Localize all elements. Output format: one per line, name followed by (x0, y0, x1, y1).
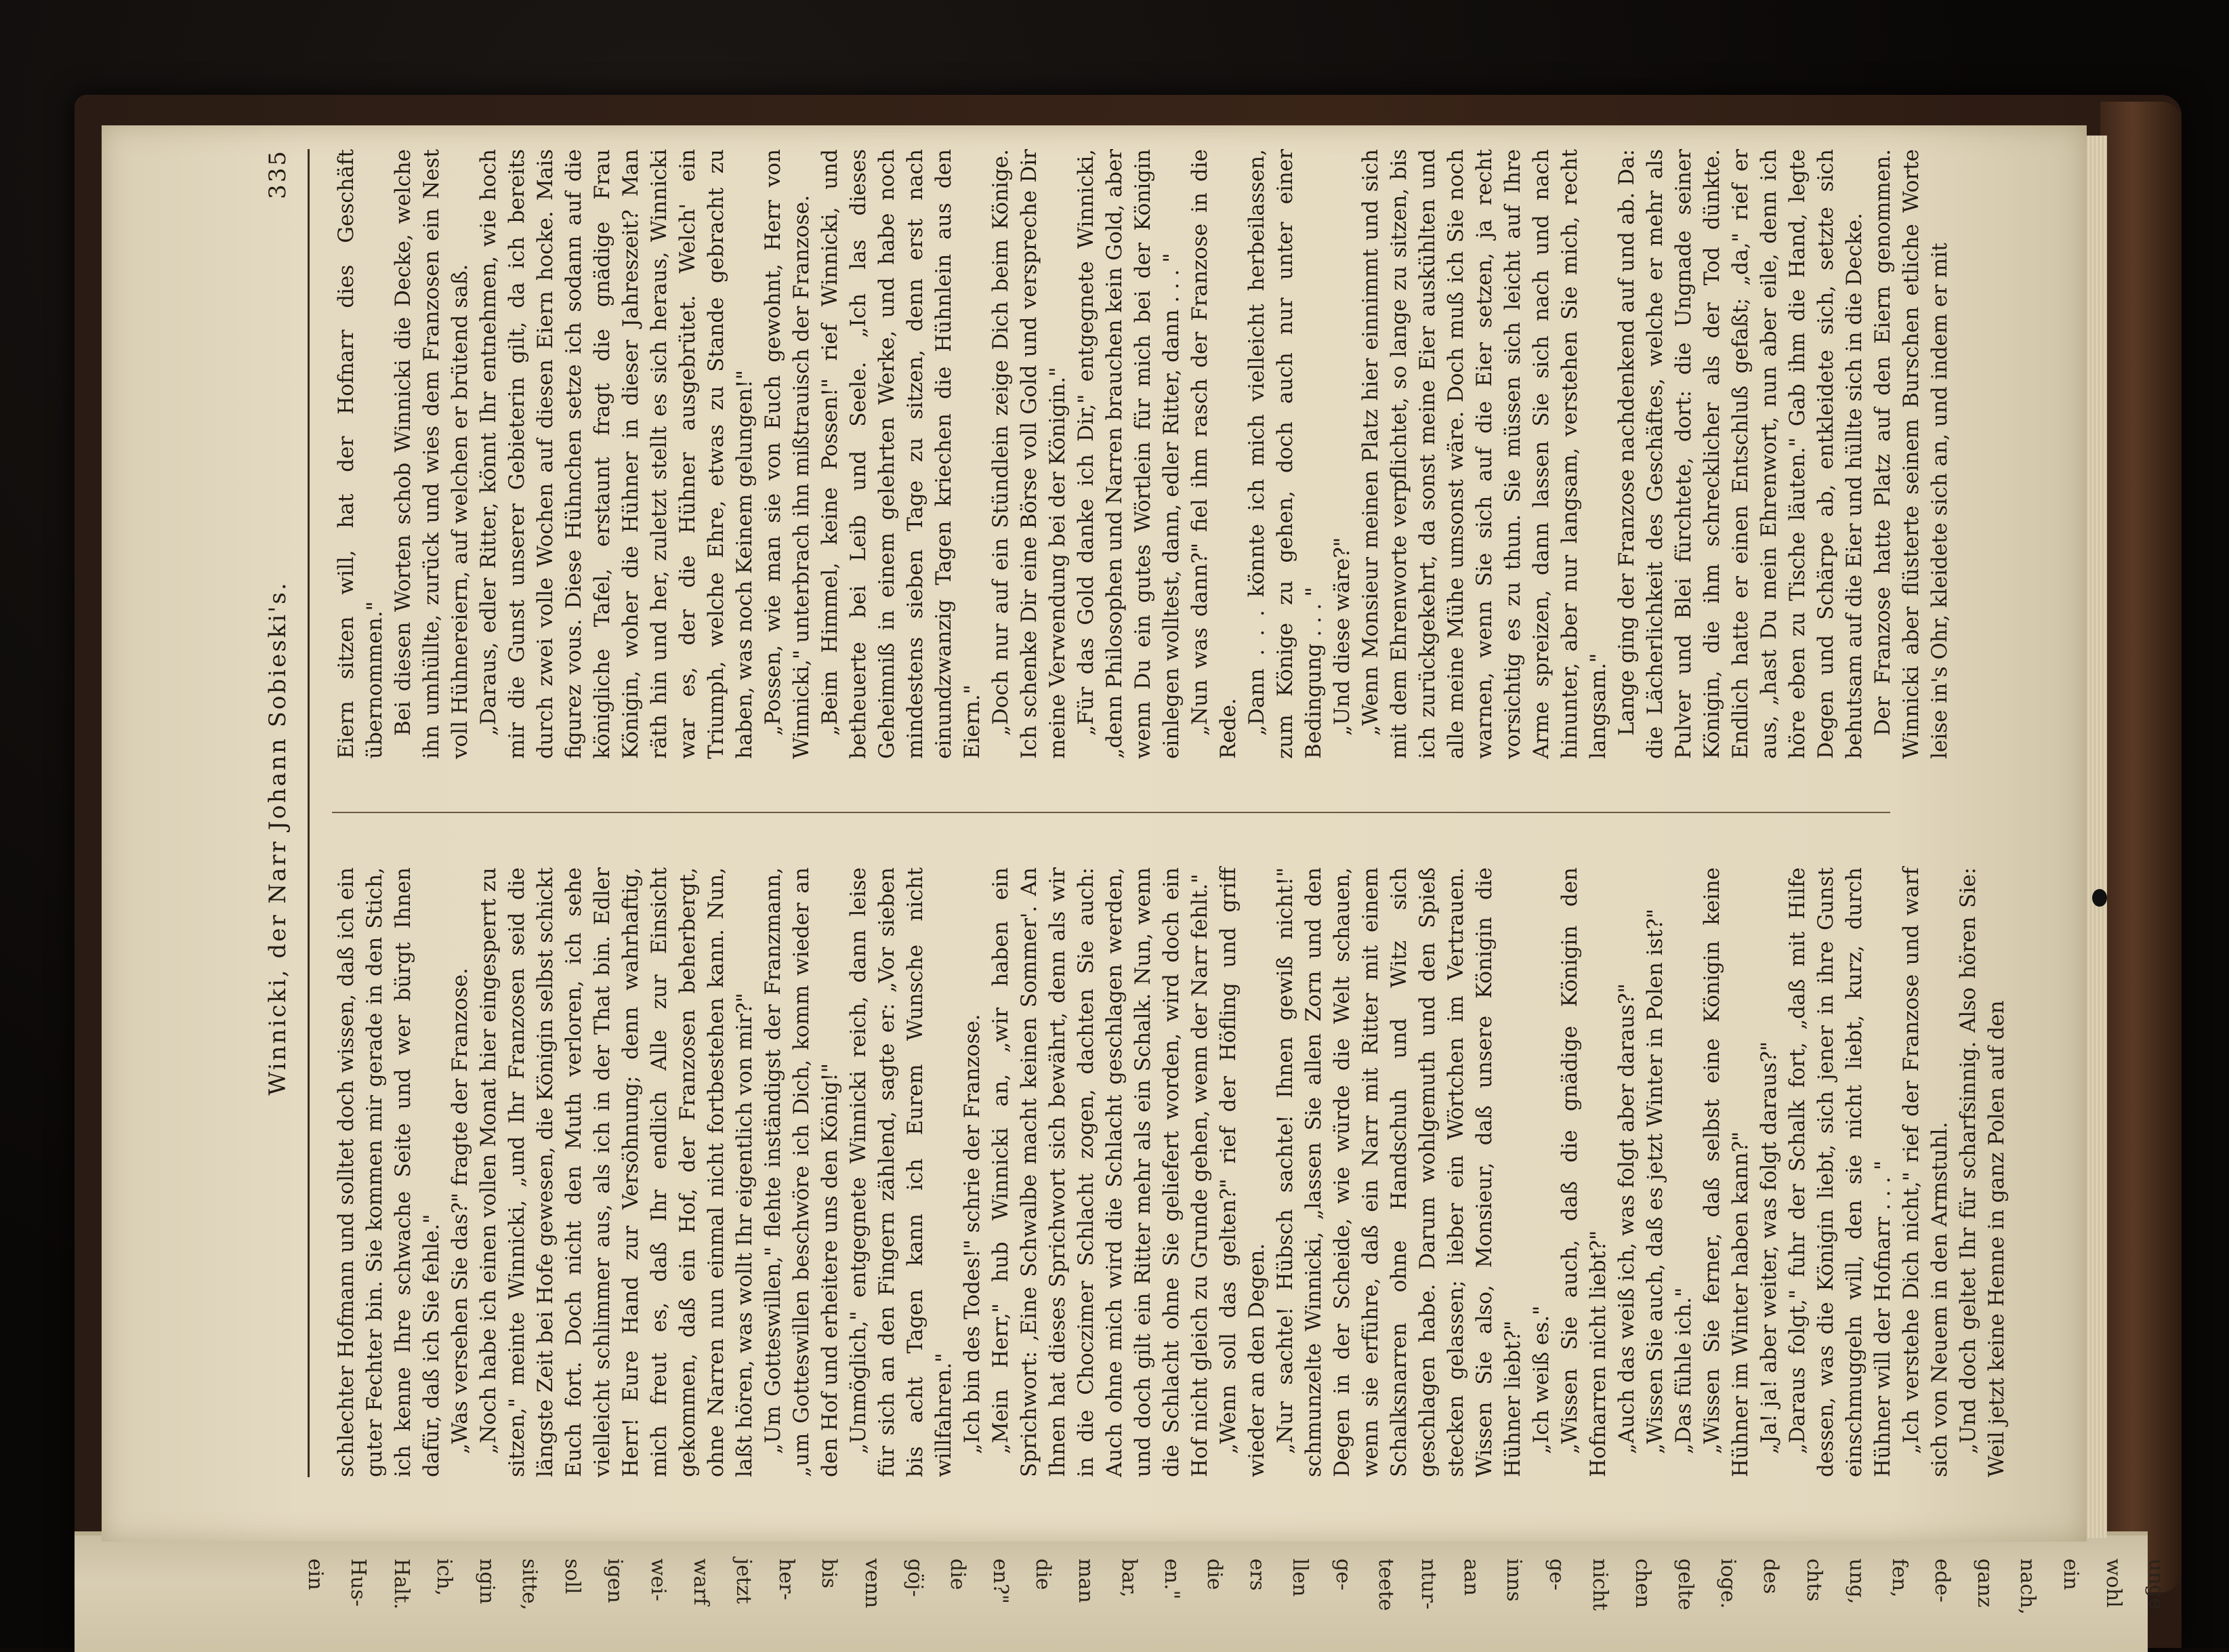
paragraph: „Unmöglich," entgegnete Winnicki reich, dann leise für sich an den Fingern zählend, sagte er: „Vor sieben bis acht Tagen kann ich Eurem Wunsche nicht willfahren." (846, 867, 956, 1477)
paragraph: „Noch habe ich einen vollen Monat hier eingesperrt zu sitzen," meinte Winnicki, „und Ihr Franzosen seid die längste Zeit bei Hofe gewesen, die Königin selbst schickt Euch fort. Doch nicht den Muth verloren, ich sehe vielleicht schlimmer aus, als ich in der That bin. Edler Herr! Eure Hand zur Versöhnung; denn wahrhaftig, mich freut es, daß Ihr endlich Alle zur Einsicht gekommen, daß ein Hof, der Franzosen beherbergt, ohne Narren nun einmal nicht fortbestehen kann. Nun, laßt hören, was wollt Ihr eigentlich von mir?" (476, 867, 757, 1477)
facing-page-fragment: ich, (432, 1558, 456, 1596)
paragraph: „Nur sachte! Hübsch sachte! Ihnen gewiß nicht!" schmunzelte Winnicki, „lassen Sie allen Zorn und den Degen in der Scheide, wie würde die Welt schauen, wenn sie erführe, daß ein Narr mit Ritter mit einem Schalksnarren ohne Handschuh und Witz sich geschlagen habe. Darum wohlgemuth und den Spieß stecken gelassen; lieber ein Wörtchen im Vertrauen. Wissen Sie also, Monsieur, daß unsere Königin die Hühner liebt?" (1273, 867, 1525, 1477)
paragraph: „Auch das weiß ich, was folgt aber daraus?" (1615, 983, 1639, 1454)
paragraph: Lange ging der Franzose nachdenkend auf und ab. Da: die Lächerlichkeit des Geschäftes, welche er mehr als Pulver und Blei fürchtete, dort: die Ungnade seiner Königin, die ihm schrecklicher als der Tod dünkte. Endlich hatte er einen Entschluß gefaßt; „da," rief er aus, „hast Du mein Ehrenwort, nun aber eile, denn ich höre eben zu Tische läuten." Gab ihm die Hand, legte Degen und Schärpe ab, entkleidete sich, setzte sich behutsam auf die Eier und hüllte sich in die Decke. (1615, 149, 1867, 759)
facing-page-fragment: her- (774, 1558, 799, 1601)
facing-page-fragment: en." (1159, 1558, 1184, 1600)
facing-page-fragment: die (945, 1558, 970, 1590)
facing-page-fragment: des (1759, 1558, 1783, 1594)
paragraph: „Und doch geltet Ihr für scharfsinnig. Also hören Sie: Weil jetzt keine Henne in ganz Polen auf den (1956, 867, 2009, 1477)
text-column-right (332, 149, 1952, 759)
facing-page-fragment: unge (2144, 1558, 2168, 1610)
facing-page-fragment: ganz (1973, 1558, 1997, 1608)
paragraph: „Was versehen Sie das?" fragte der Franzose. (448, 968, 472, 1454)
header-rule (308, 149, 310, 1477)
paragraph: „Possen, wie man sie von Euch gewohnt, Herr von Winnicki," unterbrach ihn mißtrauisch der Franzose. (761, 149, 814, 759)
facing-page-fragment: aan (1459, 1558, 1484, 1596)
page-number: 335 (264, 149, 291, 199)
facing-page-fragment: llen (1288, 1558, 1312, 1597)
ink-spot (2092, 889, 2107, 907)
paragraph: „Wissen Sie ferner, daß selbst eine Königin keine Hühner im Winter haben kann?" (1700, 867, 1753, 1477)
facing-page-fragment: warf (688, 1558, 713, 1606)
column-divider (332, 812, 1890, 813)
facing-page-fragment: chen (1630, 1558, 1654, 1609)
paragraph: „Doch nur auf ein Stündlein zeige Dich beim Könige. Ich schenke Dir eine Börse voll Gold und verspreche Dir meine Verwendung bei der Königin." (988, 149, 1070, 759)
paragraph: Eiern sitzen will, hat der Hofnarr dies Geschäft übernommen." (334, 149, 387, 759)
facing-page-fragment: ntur- (1416, 1558, 1440, 1610)
facing-page-fragment: ioge. (1716, 1558, 1741, 1609)
facing-page-fragment: sitte, (518, 1558, 542, 1611)
book-spine-edge (2100, 102, 2182, 1592)
facing-page-fragment: Hus- (346, 1558, 371, 1607)
facing-page-fragment: igen (603, 1558, 627, 1603)
facing-page-fragment: die (1203, 1558, 1226, 1590)
facing-page-fragment: gelte (1673, 1558, 1697, 1611)
paragraph: „Wenn Monsieur meinen Platz hier einnimmt und sich mit dem Ehrenworte verpflichtet, so lange zu sitzen, bis ich zurückgekehrt, da sonst meine Eier auskühlten und alle meine Mühe umsonst wäre. Doch muß ich Sie noch warnen, wenn Sie sich auf die Eier setzen, ja recht vorsichtig es zu thun. Sie müssen sich leicht auf Ihre Arme spreizen, dann lassen Sie sich nach und nach hinunter, aber nur langsam, verstehen Sie mich, recht langsam." (1358, 149, 1610, 759)
paragraph: „Ich bin des Todes!" schrie der Franzose. (960, 1014, 984, 1454)
facing-page-fragment: teete (1373, 1558, 1398, 1611)
paragraph: „Mein Herr," hub Winnicki an, „wir haben ein Sprichwort: ‚Eine Schwalbe macht keinen Sommer'. An Ihnen hat dieses Sprichwort sich bewährt, denn als wir in die Choczimer Schlacht zogen, dachten Sie auch: Auch ohne mich wird die Schlacht geschlagen werden, und doch gilt ein Ritter mehr als ein Schalk. Nun, wenn die Schlacht ohne Sie geliefert worden, wird doch ein Hof nicht gleich zu Grunde gehen, wenn der Narr fehlt." (988, 867, 1212, 1477)
paragraph: Der Franzose hatte Platz auf den Eiern genommen. Winnicki aber flüsterte seinem Burschen etliche Worte leise in's Ohr, kleidete sich an, und indem er mit (1871, 149, 1952, 759)
paragraph: „Wissen Sie auch, daß es jetzt Winter in Polen ist?" (1643, 909, 1667, 1454)
paragraph: schlechter Hofmann und solltet doch wissen, daß ich ein guter Fechter bin. Sie kommen mir gerade in den Stich, ich kenne Ihre schwache Seite und wer bürgt Ihnen dafür, daß ich Sie fehle." (334, 867, 444, 1477)
facing-page-fragment: ngin (474, 1558, 499, 1605)
running-title: Winnicki, der Narr Johann Sobieski's. (264, 581, 291, 1096)
paragraph: „Ja! ja! aber weiter, was folgt daraus?" (1757, 1041, 1781, 1454)
facing-page-fragment: bis (817, 1558, 841, 1589)
paragraph: „Das fühle ich." (1671, 1287, 1696, 1454)
paragraph: Bei diesen Worten schob Winnicki die Decke, welche ihn umhüllte, zurück und wies dem Franzosen ein Nest voll Hühnereiern, auf welchen er brütend saß. (391, 149, 472, 759)
facing-page-fragment: ein (304, 1558, 328, 1590)
paragraph: „Daraus folgt," fuhr der Schalk fort, „daß mit Hilfe dessen, was die Königin liebt, sich jener in ihre Gunst einschmuggeln will, den sie nicht liebt, kurz, durch Hühner will der Hofnarr . . . " (1785, 867, 1895, 1477)
facing-page-fragment: ge- (1331, 1558, 1355, 1591)
facing-page-text (0, 1552, 2229, 1647)
facing-page-fragment: jetzt (732, 1558, 755, 1604)
facing-page-fragment: venn (860, 1558, 884, 1609)
facing-page-fragment: ge- (1545, 1558, 1569, 1591)
facing-page-fragment: man (1074, 1558, 1098, 1603)
facing-page-fragment: en?" (988, 1558, 1013, 1604)
paragraph: „Ich verstehe Dich nicht," rief der Franzose und warf sich von Neuem in den Armstuhl. (1899, 867, 1952, 1477)
facing-page-fragment: soll (560, 1558, 585, 1594)
facing-page-fragment: ers (1245, 1558, 1270, 1591)
facing-page-fragment: ung, (1844, 1558, 1869, 1605)
facing-page-fragment: nicht (1587, 1558, 1612, 1611)
facing-page-fragment: ede- (1930, 1558, 1955, 1603)
facing-page-fragment: wohl (2101, 1558, 2125, 1608)
paragraph: „Nun was dann?" fiel ihm rasch der Franzose in die Rede. (1188, 149, 1241, 759)
facing-page-fragment: ein (2058, 1558, 2083, 1590)
facing-page-fragment: göj- (902, 1558, 927, 1597)
page-content-rotated (257, 149, 2019, 1477)
facing-page-fragment: fen, (1887, 1558, 1911, 1598)
facing-page-fragment: Halt. (389, 1558, 413, 1610)
facing-page-fragment: inns (1502, 1558, 1526, 1602)
paragraph: „Wissen Sie auch, daß die gnädige Königin den Hofnarren nicht liebt?" (1558, 867, 1610, 1477)
paragraph: „Wenn soll das gelten?" rief der Höfling und griff wieder an den Degen. (1216, 867, 1269, 1477)
facing-page-fragment: chts (1801, 1558, 1826, 1602)
text-column-left (332, 867, 2009, 1477)
facing-page-fragment: bar, (1117, 1558, 1141, 1598)
facing-page-fragment: wei- (646, 1558, 670, 1602)
paragraph: „Um Gotteswillen," flehte inständigst der Franzmann, „um Gotteswillen beschwöre ich Dich, komm wieder an den Hof und erheitere uns den König!" (761, 867, 842, 1477)
facing-page-fragment: nach, (2016, 1558, 2040, 1615)
running-header (257, 149, 298, 1477)
page-edges (2087, 136, 2107, 1538)
paragraph: „Für das Gold danke ich Dir," entgegnete Winnicki, „denn Philosophen und Narren brauchen kein Gold, aber wenn Du ein gutes Wörtlein für mich bei der Königin einlegen wolltest, dann, edler Ritter, dann . . . " (1074, 149, 1184, 759)
paragraph: „Ich weiß es." (1529, 1305, 1554, 1454)
facing-page-fragment: die (1031, 1558, 1056, 1590)
paragraph: „Und diese wäre?" (1330, 537, 1354, 736)
paragraph: „Dann . . . könnte ich mich vielleicht herbeilassen, zum Könige zu gehen, doch auch nur unter einer Bedingung . . . " (1245, 149, 1326, 759)
paragraph: „Daraus, edler Ritter, könnt Ihr entnehmen, wie hoch mir die Gunst unserer Gebieterin gilt, da ich bereits durch zwei volle Wochen auf diesen Eiern hocke. Mais figurez vous. Diese Hühnchen setze ich sodann auf die königliche Tafel, erstaunt fragt die gnädige Frau Königin, woher die Hühner in dieser Jahreszeit? Man räth hin und her, zuletzt stellt es sich heraus, Winnicki war es, der die Hühner ausgebrütet. Welch' ein Triumph, welche Ehre, etwas zu Stande gebracht zu haben, was noch Keinem gelungen!" (476, 149, 757, 759)
paragraph: „Beim Himmel, keine Possen!" rief Winnicki, und betheuerte bei Leib und Seele. „Ich las dieses Geheimniß in einem gelehrten Werke, und habe noch mindestens sieben Tage zu sitzen, denn erst nach einundzwanzig Tagen kriechen die Hühnlein aus den Eiern." (818, 149, 984, 759)
